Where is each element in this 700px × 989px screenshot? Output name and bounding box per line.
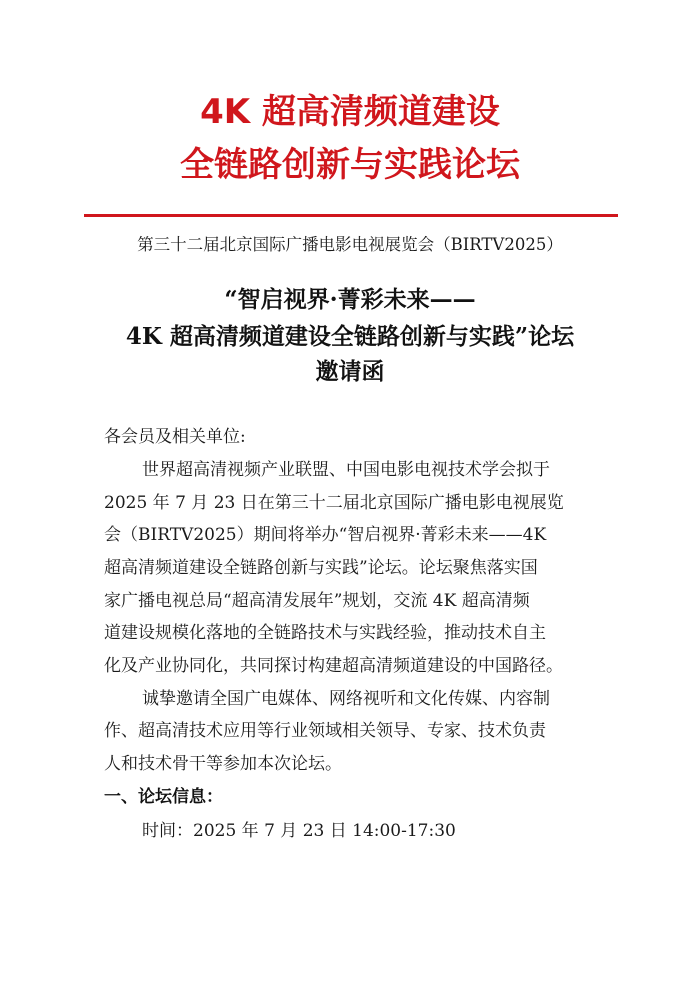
section-1-heading: 一、论坛信息：	[104, 787, 223, 807]
red-divider-rule	[84, 214, 618, 217]
invitation-title-line-1: “智启视界·菁彩未来——	[224, 286, 476, 313]
forum-title-line-2: 全链路创新与实践论坛	[180, 145, 520, 185]
paragraph-1-line: 家广播电视总局“超高清发展年”规划，交流 4K 超高清频	[104, 591, 530, 611]
paragraph-1-line: 2025 年 7 月 23 日在第三十二届北京国际广播电影电视展览	[104, 493, 564, 513]
invitation-title-line-3: 邀请函	[315, 358, 385, 385]
invitation-title-line-2: 4K 超高清频道建设全链路创新与实践”论坛	[125, 323, 575, 350]
paragraph-2-line: 作、超高清技术应用等行业领域相关领导、专家、技术负责	[104, 721, 546, 741]
paragraph-1-line: 超高清频道建设全链路创新与实践”论坛。论坛聚焦落实国	[104, 558, 538, 578]
forum-title-line-1: 4K 超高清频道建设	[200, 92, 500, 132]
paragraph-2-line: 人和技术骨干等参加本次论坛。	[104, 754, 342, 774]
paragraph-1-line: 会（BIRTV2025）期间将举办“智启视界·菁彩未来——4K	[104, 525, 547, 545]
paragraph-2-line: 诚挚邀请全国广电媒体、网络视听和文化传媒、内容制	[142, 689, 550, 709]
paragraph-1-line: 世界超高清视频产业联盟、中国电影电视技术学会拟于	[142, 460, 550, 480]
paragraph-1-line: 化及产业协同化，共同探讨构建超高清频道建设的中国路径。	[104, 656, 563, 676]
event-name-line: 第三十二届北京国际广播电影电视展览会（BIRTV2025）	[137, 235, 563, 254]
salutation: 各会员及相关单位:	[104, 427, 246, 447]
paragraph-1-line: 道建设规模化落地的全链路技术与实践经验，推动技术自主	[104, 623, 546, 643]
forum-time-line: 时间：2025 年 7 月 23 日 14:00-17:30	[142, 821, 456, 841]
